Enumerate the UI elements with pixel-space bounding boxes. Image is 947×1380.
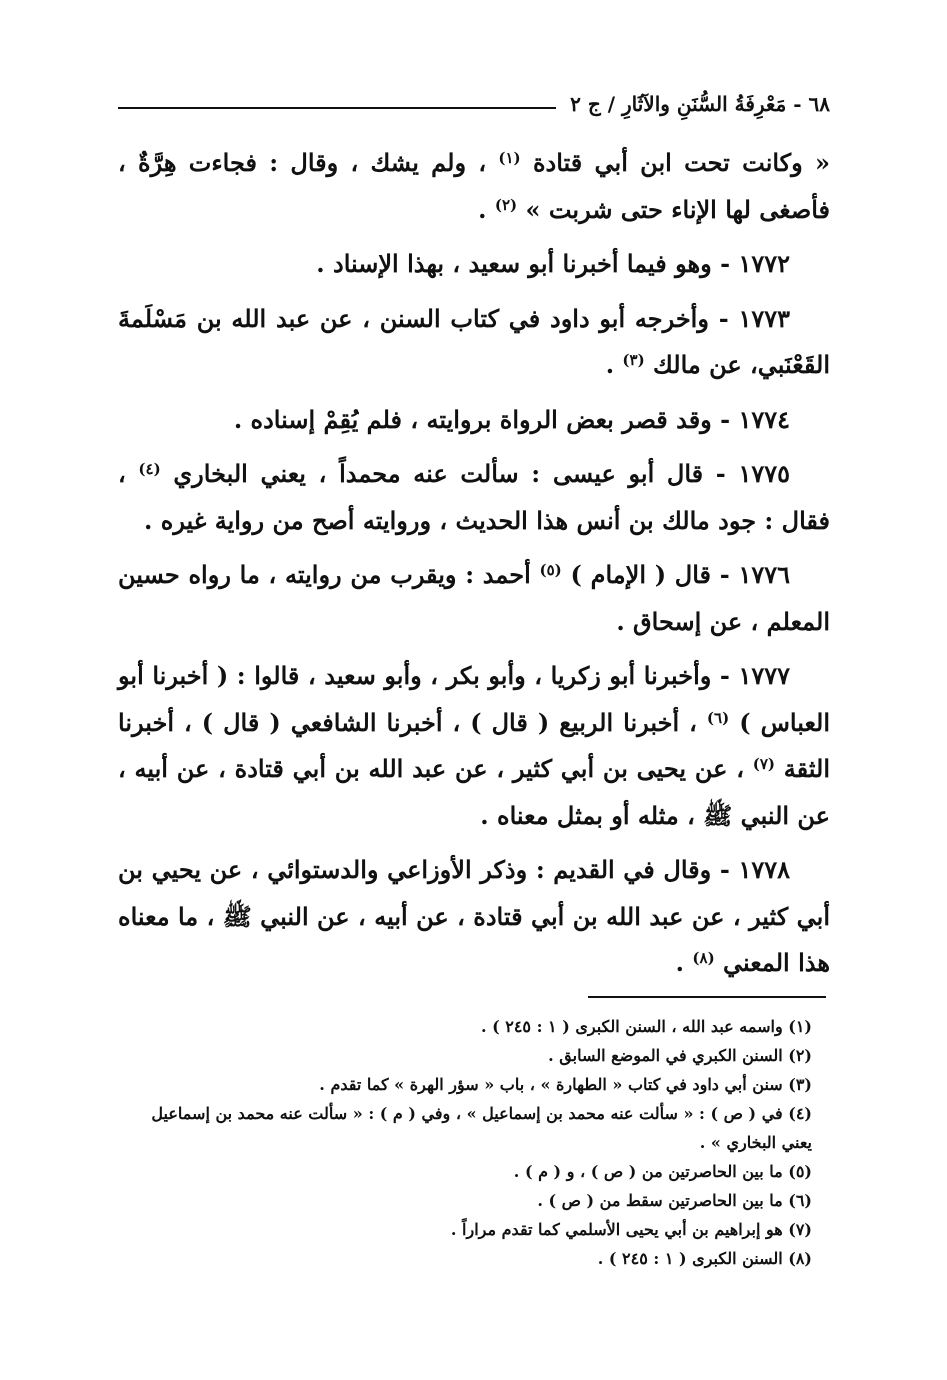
footnote-4: (٤) في ( ص ) : « سألت عنه محمد بن إسماعيل » ، وفي ( م ) : « سألت عنه محمد بن إسماعيل يعني البخاري » .: [151, 1104, 812, 1152]
footnote-ref: (٦): [706, 708, 730, 727]
footnote-ref: (١): [498, 149, 521, 167]
paragraph-text: .: [605, 350, 623, 379]
footnote-ref: (٣): [622, 351, 645, 369]
paragraph-1776: [118, 552, 830, 645]
paragraph-text: أحمد : ويقرب من روايته ، ما رواه حسين المعلم ، عن إسحاق .: [118, 560, 830, 636]
running-title: ٦٨ - مَعْرِفَةُ السُّنَنِ والآثَارِ / ج ٢: [570, 92, 830, 116]
paragraph-1772: [118, 241, 830, 288]
footnotes: [118, 1012, 830, 1273]
page-header: [118, 86, 830, 122]
footnote-separator: [588, 996, 826, 998]
paragraph-text: ١٧٧٧ - وأخبرنا أبو زكريا ، وأبو بكر ، وأبو سعيد ، قالوا : ( أخبرنا أبو العباس ): [118, 661, 830, 737]
footnote-8: (٨) السنن الكبرى ( ١ : ٢٤٥ ) .: [597, 1249, 812, 1268]
main-text: [118, 140, 830, 995]
paragraph-1777: [118, 653, 830, 839]
paragraph-1774: [118, 397, 830, 444]
footnote-5: (٥) ما بين الحاصرتين من ( ص ) ، و ( م ) .: [513, 1162, 812, 1181]
footnote-3: (٣) سنن أبي داود في كتاب « الطهارة » ، باب « سؤر الهرة » كما تقدم .: [319, 1075, 812, 1094]
paragraph-text: .: [675, 948, 693, 977]
footnote-ref: (٢): [494, 195, 518, 214]
paragraph-text: ١٧٧٣ - وأخرجه أبو داود في كتاب السنن ، عن عبد الله بن مَسْلَمةَ القَعْنَبي، عن مالك: [118, 303, 830, 379]
paragraph-text: ، فقال : جود مالك بن أنس هذا الحديث ، وروايته أصح من رواية غيره .: [118, 459, 830, 535]
paragraph-text: « وكانت تحت ابن أبي قتادة: [532, 148, 830, 177]
paragraph-text: ١٧٧٥ - قال أبو عيسى : سألت عنه محمداً ، يعني البخاري: [173, 459, 791, 488]
footnote-2: (٢) السنن الكبري في الموضع السابق .: [548, 1046, 812, 1065]
footnote-1: (١) واسمه عبد الله ، السنن الكبرى ( ١ : ٢٤٥ ) .: [480, 1017, 812, 1036]
footnote-ref: (٨): [692, 949, 715, 967]
footnote-ref: (٧): [752, 755, 775, 773]
footnote-7: (٧) هو إبراهيم بن أبي يحيى الأسلمي كما تقدم مراراً .: [450, 1220, 812, 1239]
paragraph-text: ١٧٧٨ - وقال في القديم : وذكر الأوزاعي والدستوائي ، عن يحيي بن أبي كثير ، عن عبد الله بن أبي قتادة ، عن أبيه ، عن النبي ﷺ ، ما معناه هذا المعني: [118, 855, 830, 977]
paragraph-1773: [118, 296, 830, 389]
paragraph-text: .: [478, 194, 495, 224]
paragraph-text: ، أخبرنا الربيع ( قال ) ، أخبرنا الشافعي ( قال ) ، أخبرنا الثقة: [118, 707, 831, 783]
paragraph-text: ، ولم يشك ، وقال : فجاءت هِرَّةٌ ، فأصغى لها الإناء حتى شربت »: [118, 148, 830, 224]
paragraph-text: ، عن يحيى بن أبي كثير ، عن عبد الله بن أبي قتادة ، عن أبيه ، عن النبي ﷺ ، مثله أو بمثل معناه .: [118, 754, 830, 830]
paragraph-text: ١٧٧٢ - وهو فيما أخبرنا أبو سعيد ، بهذا الإسناد .: [316, 249, 790, 278]
paragraph-continuation: [118, 140, 830, 233]
footnote-ref: (٥): [539, 561, 562, 579]
paragraph-1778: [118, 847, 830, 987]
paragraph-1775: [118, 451, 830, 544]
paragraph-text: ١٧٧٤ - وقد قصر بعض الرواة بروايته ، فلم يُقِمْ إسناده .: [233, 404, 790, 434]
header-rule: [118, 107, 556, 109]
footnote-ref: (٤): [138, 460, 161, 478]
footnote-6: (٦) ما بين الحاصرتين سقط من ( ص ) .: [537, 1191, 812, 1210]
paragraph-text: ١٧٧٦ - قال ( الإمام ): [570, 560, 790, 589]
